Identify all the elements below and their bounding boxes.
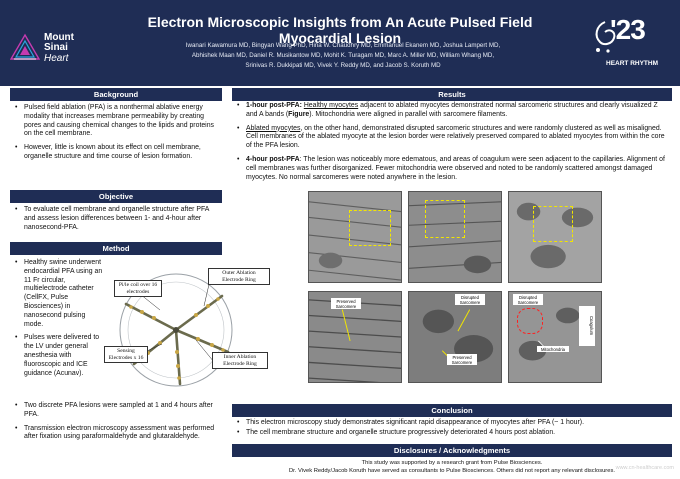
background-bullet-1: • Pulsed field ablation (PFA) is a nonthermal ablative energy modality that increases membrane permeability by creating pores and causing chemical changes to the lipids and proteins on the cell membrane.	[14, 104, 220, 139]
em-image-1	[308, 191, 402, 283]
label-coagulum: Coagulum	[579, 306, 595, 346]
label-coil: Pi/le coil over 16 electrodes	[114, 280, 162, 297]
em-image-4	[308, 291, 402, 383]
label-outer-ring: Outer Ablation Electrode Ring	[208, 268, 270, 285]
conclusion-bullet-2: • The cell membrane structure and organelle structure progressively deteriorated 4 hours post ablation.	[236, 429, 670, 438]
poster-header	[0, 0, 680, 86]
disclosures-heading: Disclosures / Acknowledgments	[232, 444, 672, 457]
results-p3-lead: 4-hour post-PFA	[246, 155, 300, 163]
results-paragraph-2	[236, 125, 670, 151]
results-p2-text: , on the other hand, demonstrated disrupted sarcomeric structures and were randomly clustered as well as misaligned. Cell membranes of the ablated myocyte at the lesion border were relatively preserved compared to ablated myocytes from within the core of the PFA lesion.	[246, 124, 665, 150]
conclusion-body	[236, 419, 670, 438]
heart-rhythm-year: '23	[610, 14, 645, 45]
method-bullet-4: • Transmission electron microscopy assessment was performed after fixation using paraformaldehyde and glutaraldehyde.	[14, 425, 222, 443]
results-p1-lead: 1-hour post-PFA:	[246, 102, 302, 109]
label-inner-ring: Inner Ablation Electrode Ring	[212, 352, 268, 369]
mount-sinai-heart-logo	[10, 30, 102, 70]
results-p1-underline: Healthy myocytes	[303, 102, 359, 109]
results-paragraph-3	[236, 156, 670, 182]
disclosures-body	[232, 459, 672, 475]
em-image-6	[508, 291, 602, 383]
method-bullet-3: • Two discrete PFA lesions were sampled at 1 and 4 hours after PFA.	[14, 402, 222, 420]
results-p1-figure: Figure	[288, 110, 310, 118]
logo-word-mount: Mount	[44, 32, 74, 43]
catheter-diagram	[104, 266, 284, 398]
results-paragraph-1	[236, 102, 670, 120]
watermark: www.cn-healthcare.com	[615, 465, 674, 471]
author-list	[118, 41, 568, 71]
label-disrupted-sarcomere-2: Disrupted Sarcomere	[513, 294, 543, 305]
disclosure-line-2: Dr. Vivek Reddy/Jacob Koruth have served as consultants to Pulse Biosciences. Others did not report any relevant disclosures.	[289, 468, 615, 474]
objective-body	[14, 206, 220, 237]
author-line-2: Abhishek Maan MD, Daniel R. Musikantow MD, Mohit K. Turagam MD, Marc A. Miller MD, William Whang MD,	[191, 52, 495, 59]
em-image-3	[508, 191, 602, 283]
poster-title: Electron Microscopic Insights from An Acute Pulsed Field Myocardial Lesion	[147, 14, 533, 46]
results-p3-text: : The lesion was noticeably more edematous, and areas of coagulum were seen adjacent to the capillaries. Alignment of cell membranes was further disorganized. Fewer mitochondria were observed and noted to be randomly scattered amongst damaged myocytes. No normal sarcomeres were noted anywhere in the lesion.	[246, 155, 665, 181]
heart-rhythm-logo	[588, 14, 670, 80]
background-heading: Background	[10, 88, 222, 101]
method-body	[14, 259, 106, 383]
em-image-2	[408, 191, 502, 283]
method-bullet-1: • Healthy swine underwent endocardial PFA using an 11 Fr circular, multielectrode catheter (CellFX, Pulse Biosciences) in nanosecond pulsing mode.	[14, 259, 106, 329]
method-body-lower	[14, 402, 222, 447]
background-body	[14, 104, 220, 167]
objective-heading: Objective	[10, 190, 222, 203]
logo-text	[44, 33, 74, 53]
method-heading: Method	[10, 242, 222, 255]
results-p1-text-b: ). Mitochondria were aligned in parallel with sarcomere filaments.	[309, 110, 508, 118]
disclosure-line-1: This study was supported by a research grant from Pulse Biosciences.	[361, 460, 543, 466]
logo-word-sinai: Sinai	[44, 42, 68, 53]
results-p1-text-a: adjacent to ablated myocytes demonstrated normal sarcomeric structures and clearly visualized Z and A bands (	[246, 102, 658, 118]
em-image-5	[408, 291, 502, 383]
results-heading: Results	[232, 88, 672, 101]
label-mitochondria: Mitochondria	[537, 346, 569, 352]
conclusion-heading: Conclusion	[232, 404, 672, 417]
results-p2-underline: Ablated myocytes	[246, 124, 301, 132]
objective-bullet-1: • To evaluate cell membrane and organelle structure after PFA and assess lesion differences between 1- and 4-hour after nanosecond-PFA.	[14, 206, 220, 232]
label-disrupted-sarcomere-1: Disrupted Sarcomere	[455, 294, 485, 305]
heart-rhythm-text: HEART RHYTHM	[606, 60, 658, 67]
conclusion-bullet-1: • This electron microscopy study demonstrates significant rapid disappearance of myocytes after PFA (~ 1 hour).	[236, 419, 670, 428]
results-body	[236, 102, 670, 187]
author-line-1: Iwanari Kawamura MD, Bingyan Wang PhD, Hina W. Chaudhry MD, Emmanuel Ekanem MD, Joshua Lampert MD,	[185, 42, 501, 49]
label-preserved-sarcomere-2: Preserved Sarcomere	[447, 354, 477, 365]
background-bullet-2: • However, little is known about its effect on cell membrane, organelle structure and time course of lesion formation.	[14, 144, 220, 162]
label-preserved-sarcomere-1: Preserved Sarcomere	[331, 298, 361, 309]
author-line-3: Srinivas R. Dukkipati MD, Vivek Y. Reddy MD, and Jacob S. Koruth MD	[245, 62, 441, 69]
label-sensing-electrodes: Sensing Electrodes x 16	[104, 346, 148, 363]
method-bullet-2: • Pulses were delivered to the LV under general anesthesia with fluoroscopic and ICE guidance (Acunav).	[14, 334, 106, 378]
mount-sinai-mark-icon	[10, 32, 40, 62]
logo-word-heart: Heart	[44, 53, 69, 64]
